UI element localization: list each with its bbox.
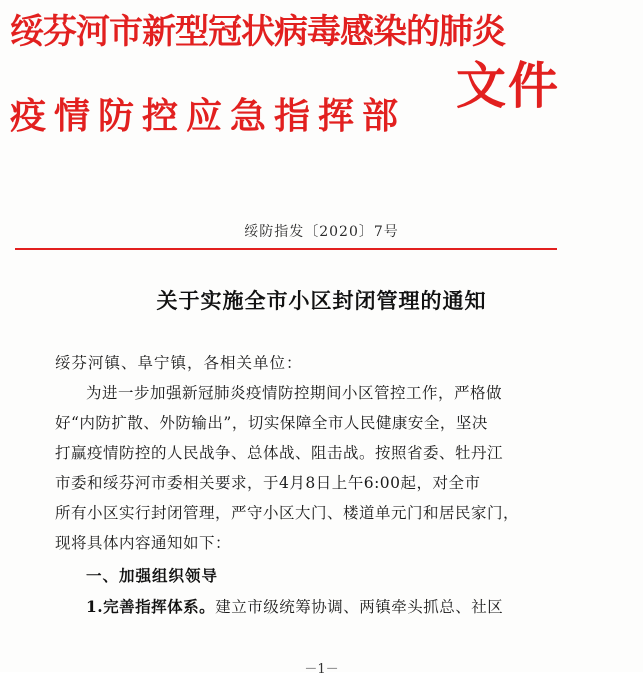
body-line: 所有小区实行封闭管理，严守小区大门、楼道单元门和居民家门， [55, 504, 520, 522]
section-heading: 一、加强组织领导 [86, 567, 219, 585]
salutation: 绥芬河镇、阜宁镇，各相关单位： [55, 354, 303, 372]
body-line: 为进一步加强新冠肺炎疫情防控期间小区管控工作，严格做 [86, 384, 503, 402]
document-title: 关于实施全市小区封闭管理的通知 [156, 288, 487, 313]
red-header-rule [15, 248, 557, 250]
issuing-authority-line1: 绥芬河市新型冠状病毒感染的肺炎 [10, 12, 505, 52]
body-line: 好“内防扩散、外防输出”，切实保障全市人民健康安全，坚决 [55, 414, 488, 432]
item-text: 建立市级统筹协调、两镇牵头抓总、社区 [215, 598, 504, 616]
item-line [86, 595, 503, 617]
issuing-authority-line2: 疫情防控应急指挥部 [10, 95, 407, 137]
item-number-title: 1.完善指挥体系。 [86, 597, 216, 616]
body-line: 市委和绥芬河市委相关要求，于4月8日上午6:00起，对全市 [55, 474, 481, 492]
document-type-label: 文件 [456, 56, 560, 115]
page-number: －1－ [304, 662, 339, 677]
document-number: 绥防指发〔2020〕7号 [244, 224, 399, 240]
body-line: 现将具体内容通知如下： [55, 534, 232, 552]
body-line: 打赢疫情防控的人民战争、总体战、阻击战。按照省委、牡丹江 [55, 444, 504, 462]
